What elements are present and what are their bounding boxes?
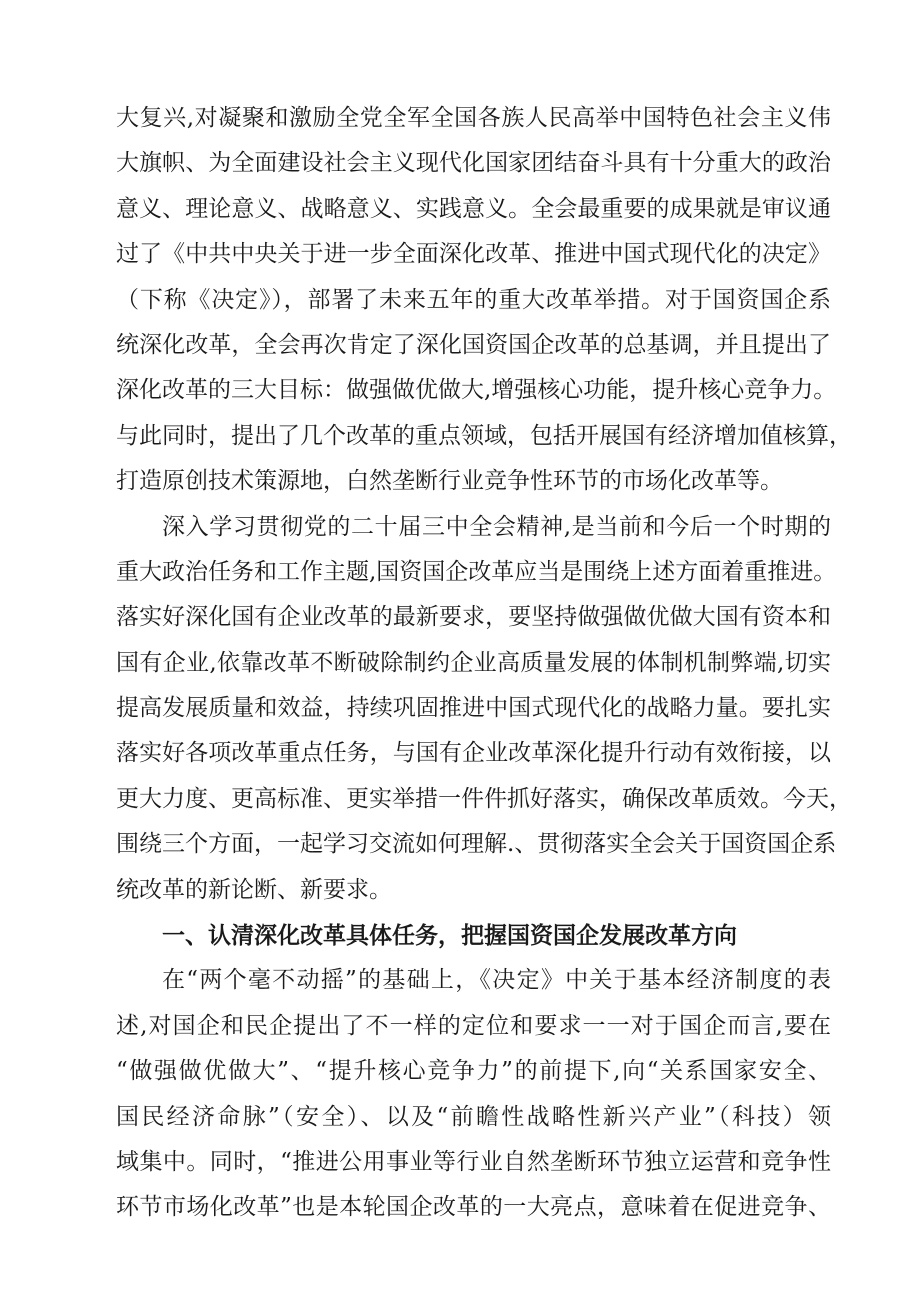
paragraph-first-line: 在“两个毫不动摇”的基础上，《决定》中关于基本经济制度的表 bbox=[162, 967, 831, 994]
paragraph-first-line: 深入学习贯彻党的二十届三中全会精神,是当前和今后一个时期的 bbox=[162, 513, 831, 540]
body-text-line: 围绕三个方面，一起学习交流如何理解.、贯彻落实全会关于国资国企系 bbox=[116, 831, 837, 858]
body-text-line: 更大力度、更高标准、更实举措一件件抓好落实，确保改革质效。今天， bbox=[116, 785, 852, 812]
body-text-line: 提高发展质量和效益，持续巩固推进中国式现代化的战略力量。要扎实 bbox=[116, 695, 831, 722]
body-text-line: 深化改革的三大目标：做强做优做大,增强核心功能，提升核心竞争力。 bbox=[116, 377, 837, 404]
body-text-line: 意义、理论意义、战略意义、实践意义。全会最重要的成果就是审议通 bbox=[116, 195, 831, 222]
body-text-line: 落实好各项改革重点任务，与国有企业改革深化提升行动有效衔接，以 bbox=[116, 740, 831, 767]
body-text-line: （下称《决定》），部署了未来五年的重大改革举措。对于国资国企系 bbox=[116, 286, 831, 313]
paragraph-last-line: 统改革的新论断、新要求。 bbox=[116, 876, 392, 903]
body-text-line: 与此同时，提出了几个改革的重点领域，包括开展国有经济增加值核算， bbox=[116, 422, 852, 449]
body-text-line: 域集中。同时，“推进公用事业等行业自然垄断环节独立运营和竞争性 bbox=[116, 1148, 831, 1175]
body-text-line: 落实好深化国有企业改革的最新要求，要坚持做强做优做大国有资本和 bbox=[116, 604, 831, 631]
body-text-line: 环节市场化改革”也是本轮国企改革的一大亮点，意味着在促进竞争、 bbox=[116, 1194, 831, 1221]
body-text-line: 统深化改革，全会再次肯定了深化国资国企改革的总基调，并且提出了 bbox=[116, 331, 831, 358]
paragraph-last-line: 打造原创技术策源地，白然垄断行业竞争性环节的市场化改革等。 bbox=[116, 468, 783, 495]
body-text-line: 大复兴,对凝聚和激励全党全军全国各族人民高举中国特色社会主义伟 bbox=[116, 105, 831, 131]
body-text-line: 述,对国企和民企提出了不一样的定位和要求一一对于国企而言,要在 bbox=[116, 1012, 831, 1039]
body-text-line: 国有企业,依靠改革不断破除制约企业高质量发展的体制机制弊端,切实 bbox=[116, 649, 831, 676]
body-text-line: 国民经济命脉”（安全）、以及“前瞻性战略性新兴产业”（科技）领 bbox=[116, 1103, 831, 1130]
body-text-line: 大旗帜、为全面建设社会主义现代化国家团结奋斗具有十分重大的政治 bbox=[116, 150, 831, 177]
section-heading: 一、认清深化改革具体任务，把握国资国企发展改革方向 bbox=[162, 922, 737, 950]
document-body bbox=[116, 96, 852, 1231]
body-text-line: “做强做优做大”、“提升核心竞争力”的前提下,向“关系国家安全、 bbox=[116, 1058, 831, 1085]
body-text-line: 过了《中共中央关于进一步全面深化改革、推进中国式现代化的决定》 bbox=[116, 241, 831, 268]
body-text-line: 重大政治任务和工作主题,国资国企改革应当是围绕上述方面着重推进。 bbox=[116, 558, 837, 585]
